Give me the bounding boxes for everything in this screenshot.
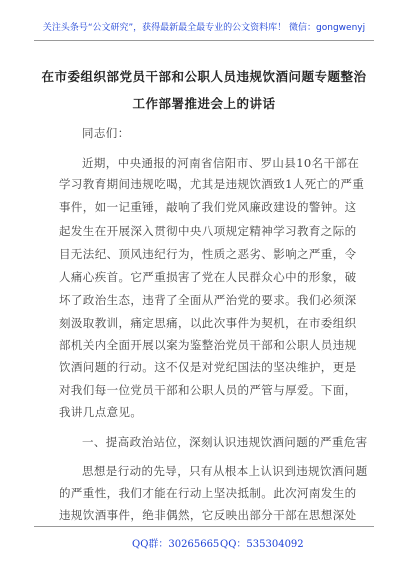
qq-group-number: QQ群：30265665 [132,539,220,550]
paragraph-line: 饮酒问题的行动。这不仅是对党纪国法的坚决维护，更是 [59,360,357,374]
paragraph-line: 部机关内全面开展以案为鉴整治党员干部和公职人员违规 [59,338,357,352]
document-title-line-1: 在市委组织部党员干部和公职人员违规饮酒问题专题整治 [41,69,367,84]
salutation: 同志们： [82,126,130,140]
paragraph-line: 对我们每一位党员干部和公职人员的严管与厚爱。下面， [59,383,357,397]
document-title-line-2: 工作部署推进会上的讲话 [132,96,276,111]
paragraph-line: 人痛心疾首。它严重损害了党在人民群众心中的形象，破 [59,270,357,284]
paragraph-line: 坏了政治生态，违背了全面从严治党的要求。我们必须深 [59,293,357,307]
paragraph-line: 的严重性，我们才能在行动上坚决抵制。此次河南发生的 [59,486,357,500]
header-note: 关注头条号“公文研究”，获得最新最全最专业的公文资料库！ 微信：gongwenyj [42,23,366,33]
section-heading: 一、提高政治站位，深刻认识违规饮酒问题的严重危害 [82,435,368,449]
paragraph-line: 违规饮酒事件，绝非偶然，它反映出部分干部在思想深处 [59,508,357,522]
paragraph-line: 近期，中央通报的河南省信阳市、罗山县10名干部在 [82,156,360,170]
paragraph-line: 刻汲取教训，痛定思痛，以此次事件为契机，在市委组织 [59,316,357,330]
paragraph-line: 学习教育期间违规吃喝，尤其是违规饮酒致1人死亡的严重 [59,177,365,191]
footer-rule [34,526,374,527]
paragraph-line: 思想是行动的先导，只有从根本上认识到违规饮酒问题 [82,464,368,478]
paragraph-line: 目无法纪、顶风违纪行为，性质之恶劣、影响之严重，令 [59,247,357,261]
paragraph-line: 起发生在开展深入贯彻中央八项规定精神学习教育之际的 [59,224,357,238]
paragraph-line: 我讲几点意见。 [59,405,143,419]
header-rule [34,40,374,41]
paragraph-line: 事件，如一记重锤，敲响了我们党风廉政建设的警钟。这 [59,200,357,214]
qq-number: QQ：535304092 [220,539,304,550]
